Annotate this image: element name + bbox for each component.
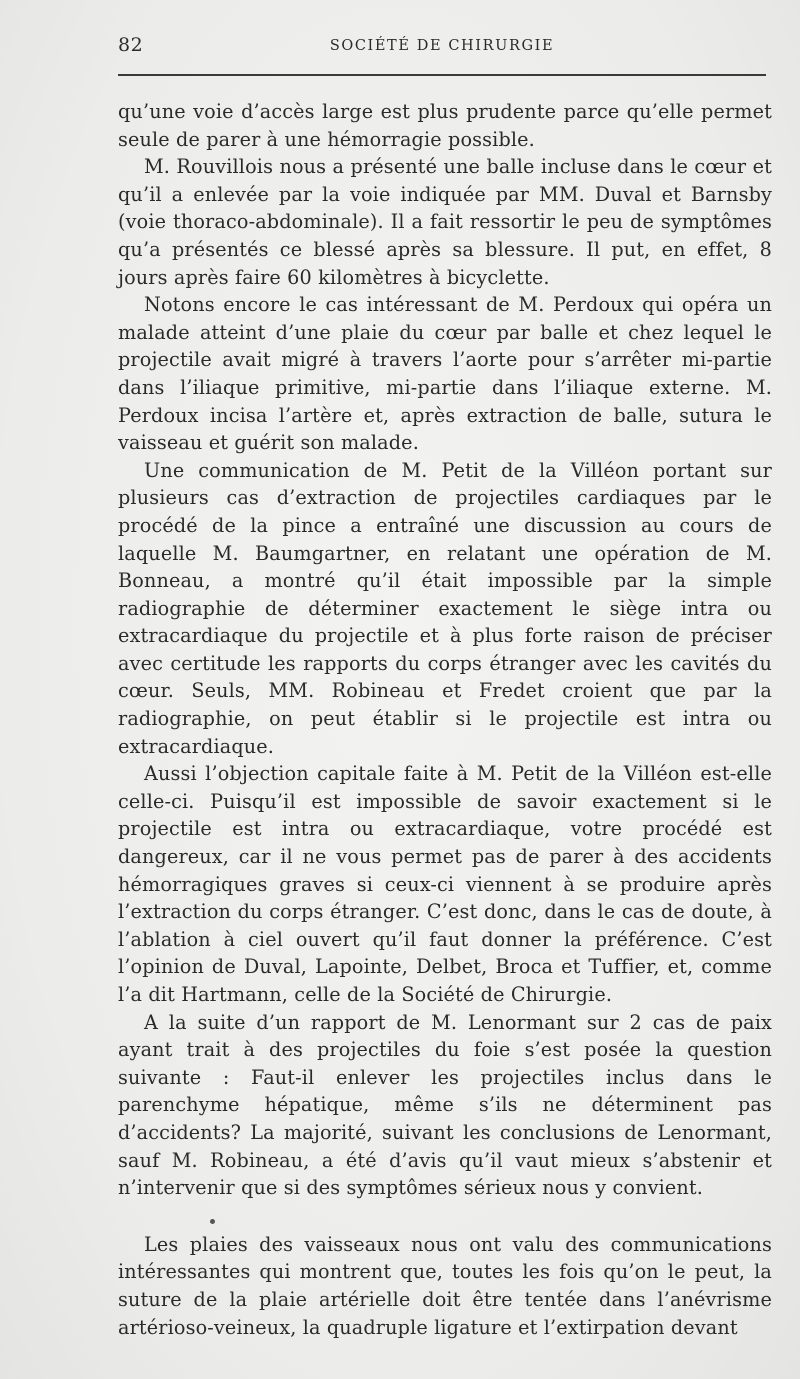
running-title: SOCIÉTÉ DE CHIRURGIE [329,38,555,54]
paragraph-objection: Aussi l’objection capitale faite à M. Petit de la Villéon est-elle celle-ci. Puisqu’il est impossible de savoir exactement si le projectile est intra ou extracardiaque, votre procédé est dangereux, car il ne vous permet pas de parer à des accidents hémorragiques graves si ceux-ci viennent à se produire après l’extraction du corps étranger. C’est donc, dans le cas de doute, à l’ablation à ciel ouvert qu’il faut donner la préférence. C’est l’opinion de Duval, Lapointe, Delbet, Broca et Tuffier, et, comme l’a dit Hartmann, celle de la Société de Chirurgie. [118,762,772,1006]
paragraph-petit-de-la-villeon: Une communication de M. Petit de la Villéon portant sur plusieurs cas d’extraction de projectiles cardiaques par le procédé de la pince a entraîné une discussion au cours de laquelle M. Baumgartner, en relatant une opération de M. Bonneau, a montré qu’il était impossible par la simple radiographie de déterminer exactement le siège intra ou extracardiaque du projectile et à plus forte raison de préciser avec certitude les rapports du corps étranger avec les cavités du cœur. Seuls, MM. Robineau et Fredet croient que par la radiographie, on peut établir si le projectile est intra ou extracardiaque. [118,458,772,758]
paragraph-lenormant: A la suite d’un rapport de M. Lenormant sur 2 cas de paix ayant trait à des projectiles du foie s’est posée la question suivante : Faut-il enlever les projectiles inclus dans le parenchyme hépatique, même s’ils ne déterminent pas d’accidents? La majorité, suivant les conclusions de Lenormant, sauf M. Robineau, a été d’avis qu’il vaut mieux s’abstenir et n’intervenir que si des symptômes sérieux nous y convient. [118,1010,772,1200]
paragraph-vaisseaux: Les plaies des vaisseaux nous ont valu des communications intéressantes qui montrent que, toutes les fois qu’on le peut, la suture de la plaie artérielle doit être tentée dans l’anévrisme artérioso-veineux, la quadruple ligature et l’extirpation devant [118,1232,772,1339]
page-header [118,34,766,64]
paragraph-rouvillois: M. Rouvillois nous a présenté une balle incluse dans le cœur et qu’il a enlevée par la voie indiquée par MM. Duval et Barnsby (voie thoraco-abdominale). Il a fait ressortir le peu de symptômes qu’a présentés ce blessé après sa blessure. Il put, en effet, 8 jours après faire 60 kilomètres à bicyclette. [118,155,772,289]
paragraph-perdoux: Notons encore le cas intéressant de M. Perdoux qui opéra un malade atteint d’une plaie du cœur par balle et chez lequel le projectile avait migré à travers l’aorte pour s’arrêter mi-partie dans l’iliaque primitive, mi-partie dans l’iliaque externe. M. Perdoux incisa l’artère et, après extraction de balle, sutura le vaisseau et guérit son malade. [118,293,772,455]
page-number: 82 [118,34,144,56]
paragraph-continuation: qu’une voie d’accès large est plus prudente parce qu’elle permet seule de parer à une hémorragie possible. [118,100,772,151]
section-dot [210,1219,215,1224]
body-text [118,98,772,1341]
section-break [118,1202,772,1231]
header-rule [118,74,766,76]
